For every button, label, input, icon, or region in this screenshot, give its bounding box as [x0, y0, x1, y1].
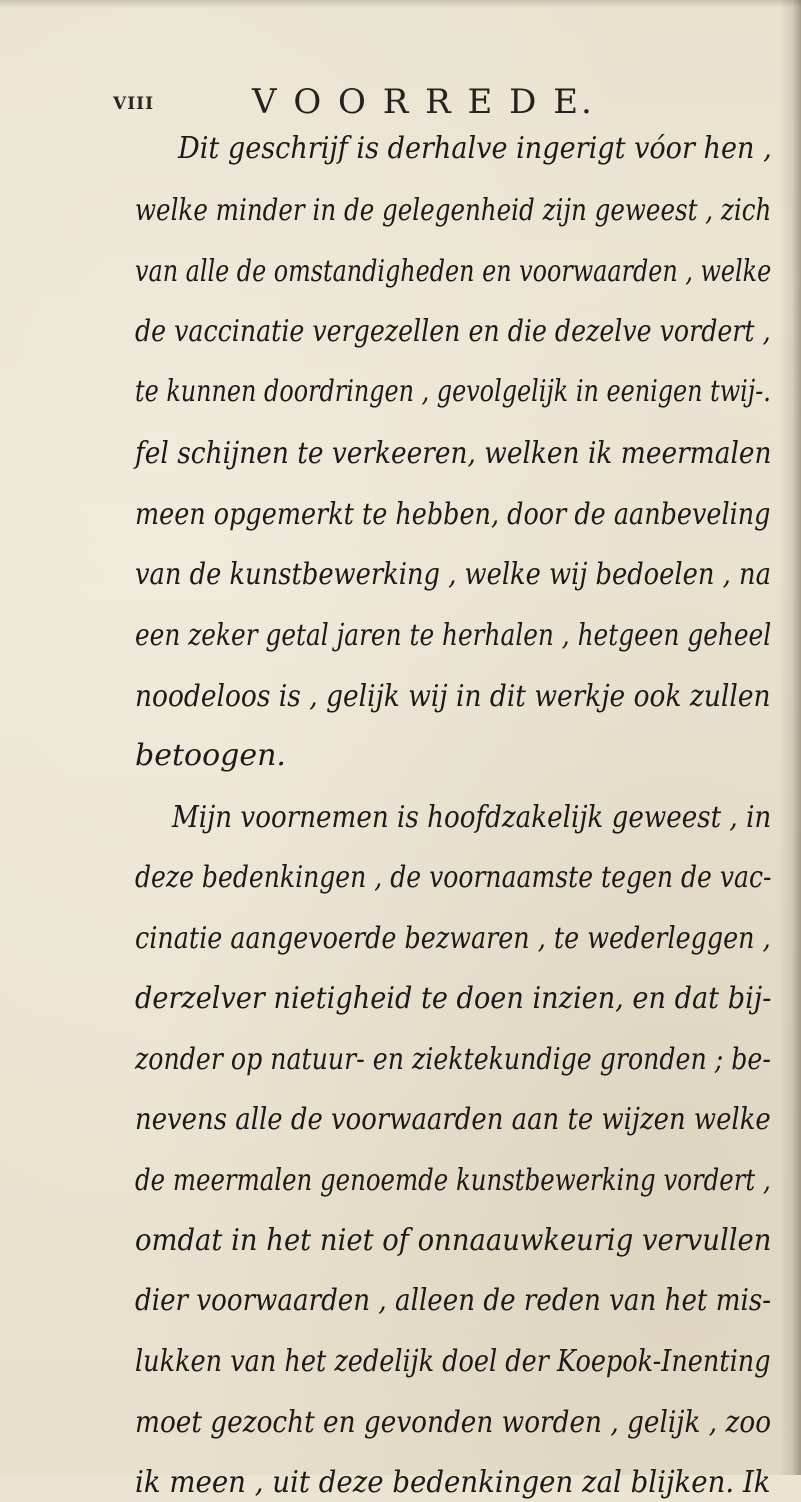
- text-line: ik meen , uit deze bedenkingen zal blijken. Ik: [135, 1465, 771, 1500]
- page-number: VIII: [113, 94, 155, 114]
- text-line: betoogen.: [135, 738, 286, 773]
- text-line: Mijn voornemen is hoofdzakelijk geweest , in: [172, 800, 772, 835]
- text-line: nevens alle de voorwaarden aan te wijzen welke: [135, 1102, 771, 1137]
- text-line: de vaccinatie vergezellen en die dezelve vordert ,: [135, 314, 771, 349]
- text-line: moet gezocht en gevonden worden , gelijk , zoo: [135, 1405, 772, 1440]
- text-line: zonder op natuur- en ziektekundige gronden ; be-: [135, 1042, 771, 1077]
- text-line: van alle de omstandigheden en voorwaarden , welke: [135, 254, 772, 289]
- text-line: dier voorwaarden , alleen de reden van het mis-: [135, 1283, 772, 1318]
- text-line: lukken van het zedelijk doel der Koepok-Inenting: [135, 1344, 771, 1379]
- text-line: de meermalen genoemde kunstbewerking vordert ,: [135, 1163, 771, 1198]
- text-line: te kunnen doordringen , gevolgelijk in eenigen twij-.: [135, 374, 771, 409]
- text-line: fel schijnen te verkeeren, welken ik meermalen: [135, 436, 772, 471]
- text-line: derzelver nietigheid te doen inzien, en dat bij-: [135, 981, 772, 1016]
- running-title: V O O R R E D E.: [252, 82, 595, 122]
- text-line: cinatie aangevoerde bezwaren , te wederleggen ,: [135, 921, 771, 956]
- text-line: een zeker getal jaren te herhalen , hetgeen geheel: [135, 618, 772, 653]
- text-line: van de kunstbewerking , welke wij bedoelen , na: [135, 557, 771, 592]
- text-line: Dit geschrijf is derhalve ingerigt vóor hen ,: [178, 131, 772, 166]
- text-line: noodeloos is , gelijk wij in dit werkje ook zullen: [135, 679, 771, 714]
- text-line: meen opgemerkt te hebben, door de aanbeveling: [135, 497, 771, 532]
- text-line: deze bedenkingen , de voornaamste tegen de vac-: [135, 860, 772, 895]
- text-line: omdat in het niet of onnaauwkeurig vervullen: [135, 1223, 772, 1258]
- text-line: welke minder in de gelegenheid zijn geweest , zich: [135, 193, 772, 228]
